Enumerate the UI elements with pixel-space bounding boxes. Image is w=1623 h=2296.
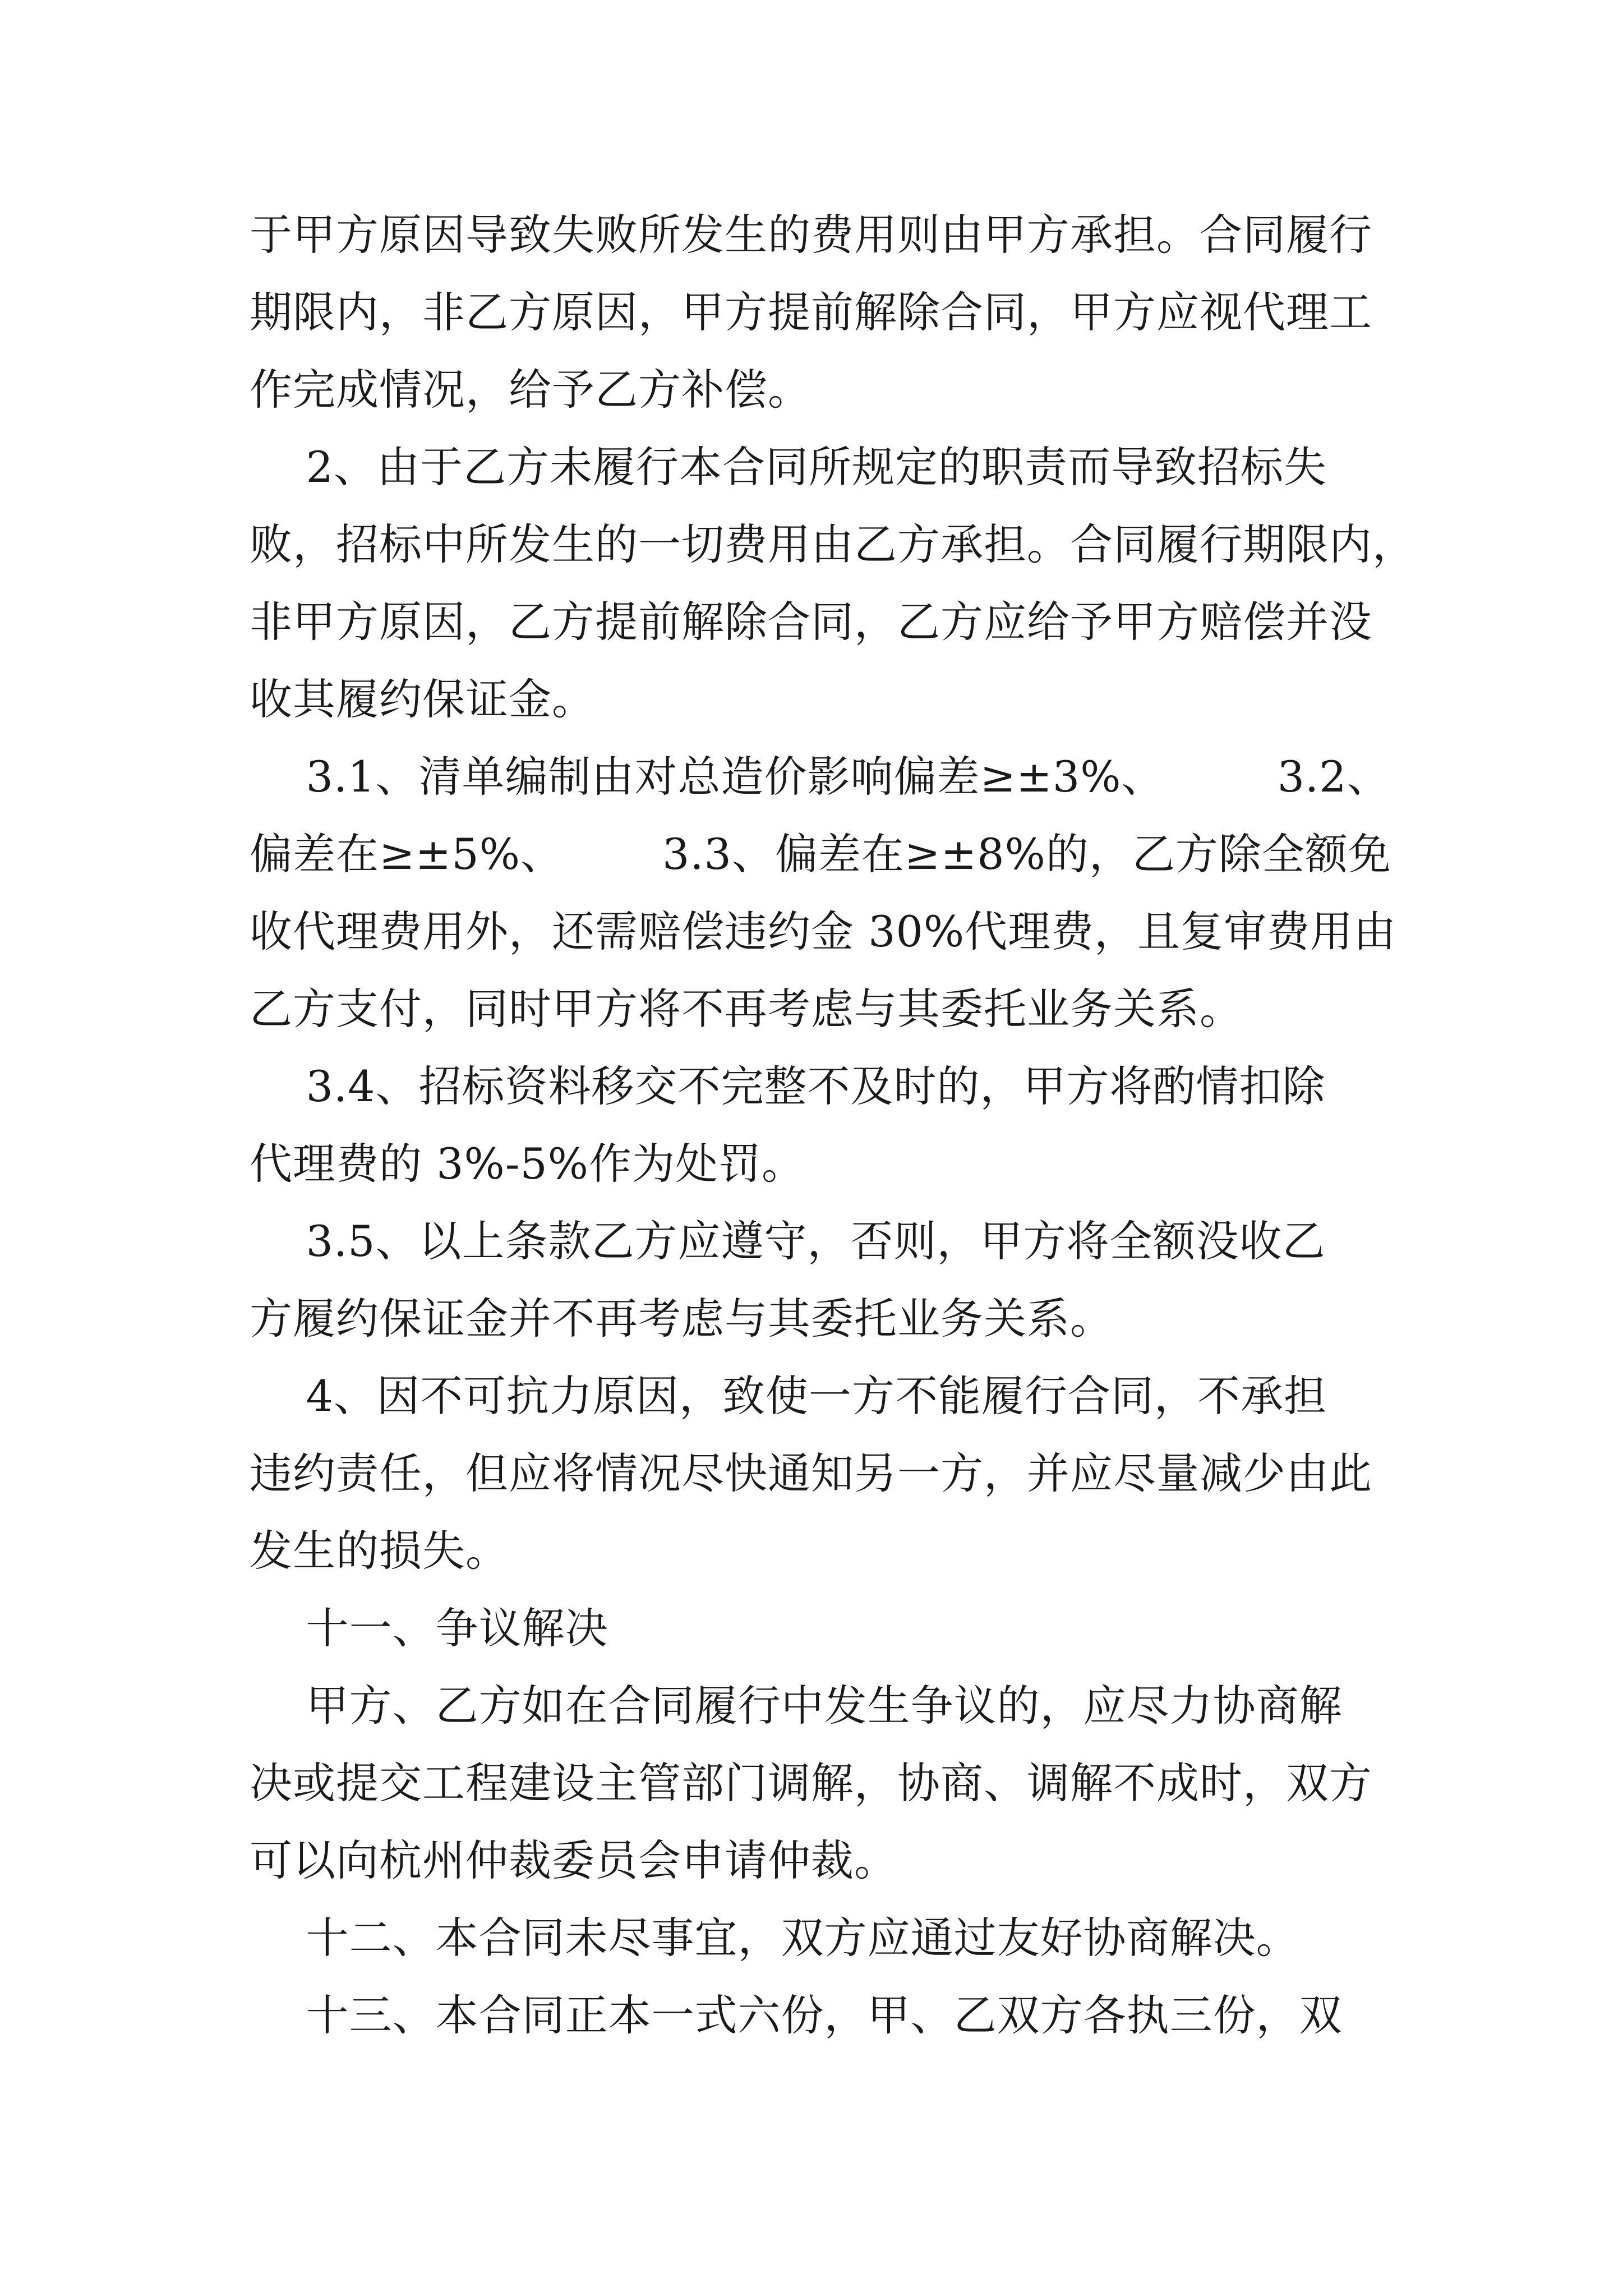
text-line: 收代理费用外，还需赔偿违约金 30%代理费，且复审费用由 [250, 907, 1397, 956]
text-line: 决或提交工程建设主管部门调解，协商、调解不成时，双方 [250, 1758, 1372, 1808]
text-line: 十二、本合同未尽事宜，双方应通过友好协商解决。 [250, 1913, 1299, 1963]
text-line: 2、由于乙方未履行本合同所规定的职责而导致招标失 [250, 442, 1327, 492]
text-line: 作完成情况，给予乙方补偿。 [250, 365, 811, 415]
text-line: 发生的损失。 [250, 1526, 509, 1576]
text-line: 收其履约保证金。 [250, 674, 595, 724]
text-line: 期限内，非乙方原因，甲方提前解除合同，甲方应视代理工 [250, 287, 1372, 337]
text-line: 方履约保证金并不再考虑与其委托业务关系。 [250, 1294, 1113, 1343]
text-line: 违约责任，但应将情况尽快通知另一方，并应尽量减少由此 [250, 1448, 1372, 1498]
text-line: 十三、本合同正本一式六份，甲、乙双方各执三份，双 [250, 1990, 1343, 2040]
text-line: 甲方、乙方如在合同履行中发生争议的，应尽力协商解 [250, 1681, 1343, 1731]
text-line: 3.5、以上条款乙方应遵守，否则，甲方将全额没收乙 [250, 1216, 1326, 1266]
section-heading: 十一、争议解决 [250, 1603, 608, 1653]
text-line: 3.4、招标资料移交不完整不及时的，甲方将酌情扣除 [250, 1061, 1326, 1111]
text-line: 可以向杭州仲裁委员会申请仲裁。 [250, 1835, 897, 1885]
contract-text-block [250, 196, 1415, 2054]
text-line: 于甲方原因导致失败所发生的费用则由甲方承担。合同履行 [250, 210, 1372, 260]
text-line: 代理费的 3%-5%作为处罚。 [250, 1139, 805, 1189]
text-line: 偏差在≥±5%、 3.3、偏差在≥±8%的，乙方除全额免 [250, 829, 1391, 879]
text-line: 3.1、清单编制由对总造价影响偏差≥±3%、 3.2、 [250, 752, 1390, 802]
text-line: 乙方支付，同时甲方将不再考虑与其委托业务关系。 [250, 984, 1243, 1034]
text-line: 败，招标中所发生的一切费用由乙方承担。合同履行期限内， [250, 519, 1415, 569]
text-line: 4、因不可抗力原因，致使一方不能履行合同，不承担 [250, 1371, 1327, 1421]
text-line: 非甲方原因，乙方提前解除合同，乙方应给予甲方赔偿并没 [250, 597, 1372, 647]
